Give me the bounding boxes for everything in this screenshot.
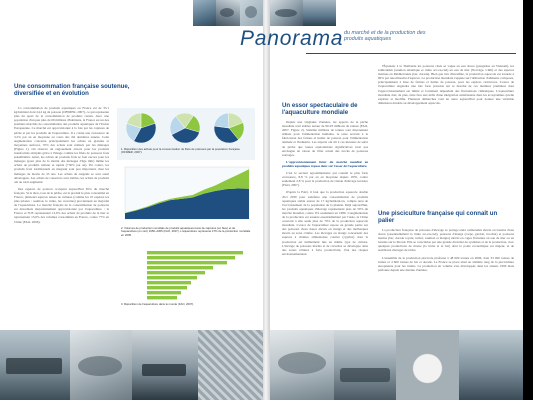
- page-gutter: [263, 0, 270, 400]
- right-text-column-2: [378, 64, 514, 108]
- bottom-photo-strip-left: [0, 330, 263, 400]
- photo-aquaculture-tanks: [334, 330, 396, 400]
- bar: [147, 251, 243, 254]
- right-col1-title-block: [282, 103, 366, 116]
- panorama-subtitle: du marché et de la production des produits aquatiques: [344, 30, 426, 42]
- photo-seafood-dish: [396, 330, 459, 400]
- photo-nets-closeup: [198, 330, 263, 400]
- bar: [147, 296, 177, 299]
- photo-harbor: [0, 330, 70, 400]
- bar: [147, 266, 213, 269]
- section-title-pisciculture: Une pisciculture française qui connaît un palier: [378, 210, 498, 224]
- bar: [147, 291, 181, 294]
- right-col2-title-block: [378, 211, 514, 224]
- figure-3: [117, 248, 255, 312]
- header-photo-sea: [303, 0, 336, 26]
- bar: [147, 271, 205, 274]
- left-title-block: [14, 84, 134, 97]
- figure-3-bar-chart: [117, 248, 255, 302]
- bar: [147, 261, 227, 264]
- figure-3-caption: 3. Répartition de l'aquaculture dans le monde (FAO, 2007).: [121, 302, 194, 306]
- pie-slice: [214, 113, 229, 128]
- left-page: [0, 0, 263, 400]
- right-paragraph: L'ensemble de la production piscicole plafonne à 48 000 tonnes en 2006, dont 33 000 tonnes de truites et 4 600 tonnes de bar et dorade. La France se place ainsi au sixième rang de la pisciculture européenne pour les truites. La production en volume s'est développée dans les années 1990 mais plafonne depuis une dizaine d'années.: [378, 255, 514, 272]
- bar: [147, 281, 191, 284]
- left-paragraph: La consommation de produits aquatiques en France est de 35,1 kg/habitant dont 24,2 kg de poisson (OFIMER, 2007), ce qui représente plus du quart de la consommation de produits carnés. Avec une population d'un peu plus de 60 millions d'habitants, la France est un des premiers marchés de consommation des produits aquatiques de l'Union Européenne. Ce marché est approvisionné à la fois par les captures de pêche et par les produits de l'aquaculture. Il a connu une croissance de 3,2% par an en moyenne au cours des dix dernières années. Cette augmentation concerne principalement les achats en grandes et moyennes surfaces, 70% des achats sont réalisés par les ménages (Figure 1). On observe un engouement envers pour les produits transformés rétriplés grâce à l'image comme les filets de poissons frais préemballés. Ainsi, les achats de produits frais se font encore pour les ménages (pour plus de la moitié des ménages d'âge mûr) même les achats de produits traiteur et rapide (+30% par an). Par contre, les produits frais traditionnels en magasin sont peu importants chez les ménages de moins de 35 ans. Les achats de surgelés se sont aussi développés. Les achats de conserves sont stables, les achats de produits ont au total augmenté.: [14, 106, 109, 184]
- section-title-aquaculture: Un essor spectaculaire de l'aquaculture mondiale: [282, 102, 358, 116]
- right-paragraph: C'est le secteur agroalimentaire qui connaît le plus forte croissance, 8,8 % par an en moyenne depuis 1970, contre seulement 2,8 % pour la production de viande d'élevage terrestre (FAO, 2007).: [282, 171, 368, 188]
- photo-coast: [459, 330, 523, 400]
- header-photo-strip-right: [270, 0, 336, 26]
- header-photo-water: [193, 0, 216, 26]
- right-text-column-2b: [378, 228, 514, 275]
- figure-2-area-chart: [117, 163, 255, 225]
- photo-fishing-boat: [132, 330, 198, 400]
- right-paragraph: Depuis une vingtaine d'années, les apports de la pêche mondiale sont stables autour de 90-93 millions de tonnes (FAO, 2007, Figure 2). Sixième millions de tonnes sont directement utilisés pour l'alimentation humaine, le reste servant à la fabrication des farines et huiles de poisson pour l'alimentation animale et l'industrie. Les experts ont dit à ces mesures de suivi de pêche que toutes exploitations significatives n'est pas envisagée en raison de l'état actuel des stocks de poissons sauvages.: [282, 120, 368, 157]
- photo-fish-plate: [270, 330, 334, 400]
- header-rule: [306, 53, 516, 54]
- bottom-photo-strip-right: [270, 330, 523, 400]
- bar: [147, 256, 235, 259]
- bar: [147, 276, 197, 279]
- left-text-column: [14, 106, 109, 227]
- section-title-consumption: Une consommation française soutenue, diversifiée et en évolution: [14, 83, 130, 97]
- figure-1-pies: [117, 108, 255, 148]
- figure-1-caption: 1. Répartition des achats pour la consommation de filets de poissons par la population française (OFIMER, 2007).: [121, 147, 240, 155]
- photo-fish-market: [70, 330, 132, 400]
- right-paragraph: l'Équateur à la Thaïlande les poissons chats se vague en eau douce (pangasius au Vietnam), les salmonidés (saumon atlantique et truite arc-en-ciel) en eau de mer (Norvège, Chili) et des espèces marines en Méditerranée (bar, dorade). Bien que très diversifiée, la production aquacole est assurée à 90% par une minorité d'espèces. La production mondiale s'appuie sur l'utilisation d'aliments composés, principalement à base de farines et huiles de poisson, pour les espèces carnivores. L'essor de l'aquaculture engendre une très forte pression sur le marché de ces matières premières dont l'approvisionnement est limité et fortement dépendant des fluctuations climatiques. L'aquaculture mondiale doit, de plus, faire face aux défis d'une intégration satisfaisante dans les écosystèmes qu'elle exploite et modifie. Plusieurs démarches vont en outre aujourd'hui pour donner une véritable dimension durable au développement aquacole.: [378, 64, 514, 105]
- panorama-title: Panorama: [240, 27, 344, 50]
- left-paragraph: Des espèces de poisson occupent aujourd'hui 65% du marché français. Si le thon, tous de la pêche, est le produit le plus consommé en France, plusieurs espèces issues de cultures (comme les 10 espèces les plus prisées : saumon, le truite, les crevettes) proviennent en majorité de l'aquaculture. Le marché français de la consommation de poissons est désormais majoritairement approvisionné par l'aquaculture : la France et l'UE représentent 13,6% des achats de produits de la mer et représentent 13,6% des volumes consommés en France, contre 77% en Chine (FAO, 2006).: [14, 186, 109, 224]
- figure-2: [117, 163, 255, 245]
- panorama-header: [240, 28, 426, 54]
- header-photo-strip: [193, 0, 263, 26]
- figure-1: [117, 108, 255, 160]
- figure-2-caption: 2. Volumes de production mondiale de produits aquatiques issus de captures (en bleu) et de l'aquaculture (en vert) 1950–2005 (FAO, 2007). L'aquaculture représente 47% de la production mondiale en 2005.: [121, 226, 251, 237]
- right-paragraph: D'après la FAO, il faut que la production aquacole double d'ici 2030 pour satisfaire une consommation de produits aquatiques stable autour de 17 kg/habitant/an, compte tenu de l'accroissement de la population de la planète. Déjà aujourd'hui, les produits aquatiques d'élevage représentent près de 50% du marché mondial, contre 9% seulement en 1980. L'augmentation de la production est assurée essentiellement par l'Asie, la Chine couvrant à elle seule plus de 70% de la production aquacole mondiale. L'essor de l'aquaculture repose en grande partie sur des poissons d'eau douce élevés en étangs et des mollusques élevés en zone côtière. Les élevages en étangs concernent des espèces à chaînes alimentaires courtes (cyprins) dont la production est intimement liée au même type de culture. L'élevage de poissons marins et de crevettes se développe dans des zones côtières à forte productivité, d'où des risques environnementaux.: [282, 190, 368, 256]
- right-page: [240, 0, 523, 400]
- right-text-column-1: [282, 120, 368, 259]
- right-highlight-paragraph: L'approvisionnement futur du marché mondial en produits aquatiques repose donc sur l'essor de l'aquaculture.: [282, 159, 368, 168]
- header-photo-nets: [216, 0, 240, 26]
- header-photo-shell: [240, 0, 263, 26]
- header-photo-fish: [270, 0, 303, 26]
- bar: [147, 286, 187, 289]
- right-paragraph: La production française de poissons d'élevage se partage entre salmonidés élevés en bassins d'eau douce (essentiellement la truite arc-en-ciel), poissons d'étangs (carpe, gardon, brochet) et poissons marins (bar, dorade royale, turbot, saumon et maigre) élevés en cages flottantes en eau de mer ou en bassins sur le littoral. Elle se caractérise par une grande diversité de systèmes et de la production, avec quelques productions de masse (la truite et le bar) dont le poids économique est majeur, et de nombreux élevages de niche.: [378, 228, 514, 253]
